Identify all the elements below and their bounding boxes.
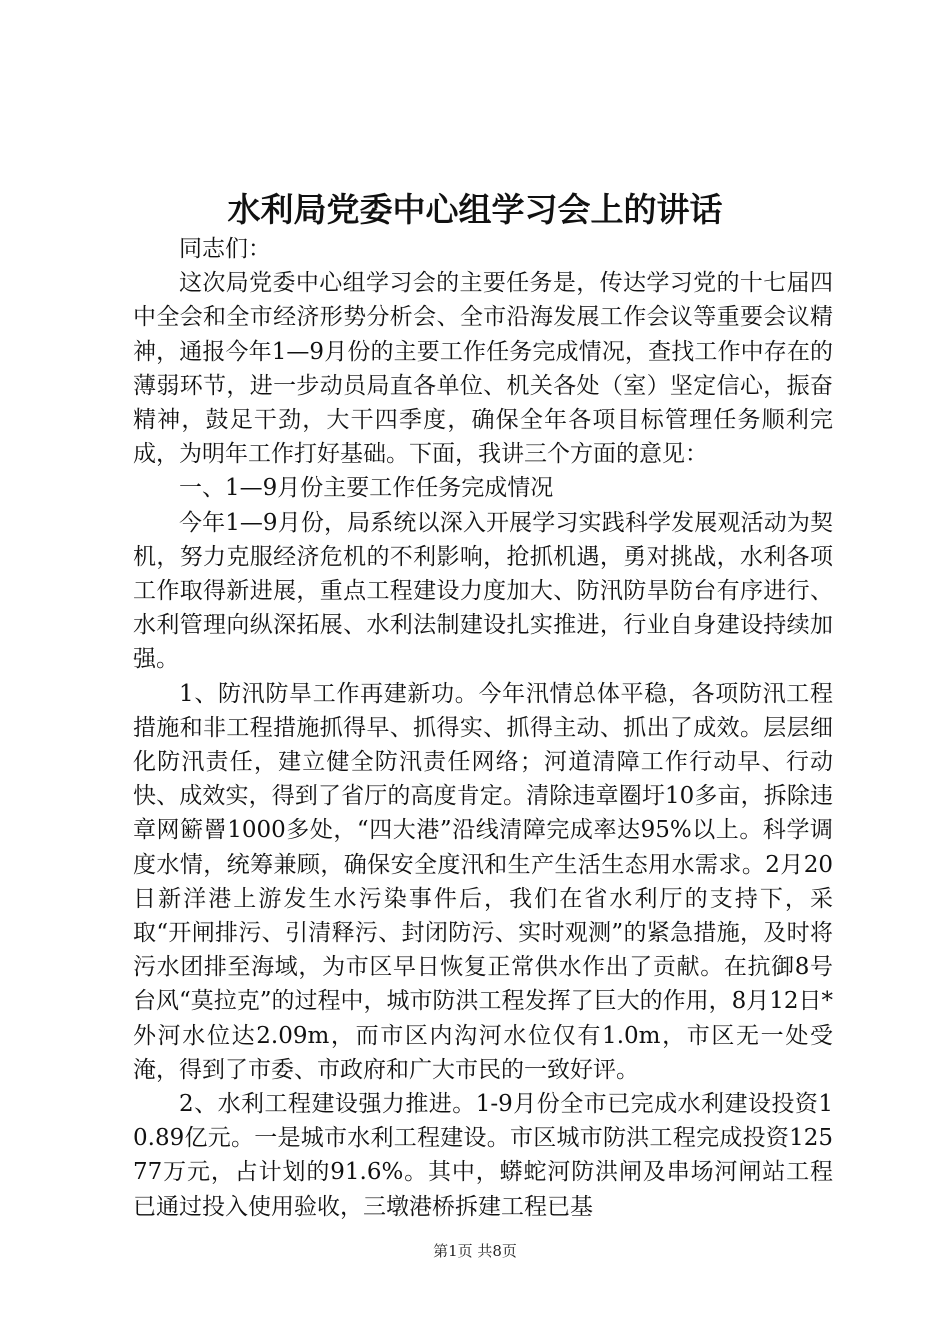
paragraph-intro: 这次局党委中心组学习会的主要任务是，传达学习党的十七届四中全会和全市经济形势分析会、全市沿海发展工作会议等重要会议精神，通报今年1—9月份的主要工作任务完成情况，查找工作中存在的薄弱环节，进一步动员局直各单位、机关各处（室）坚定信心，振奋精神，鼓足干劲，大干四季度，确保全年各项目标管理任务顺利完成，为明年工作打好基础。下面，我讲三个方面的意见：: [133, 270, 833, 468]
paragraph-construction: 2、水利工程建设强力推进。1-9月份全市已完成水利建设投资10.89亿元。一是城市水利工程建设。市区城市防洪工程完成投资12577万元，占计划的91.6%。其中，蟒蛇河防洪闸及串场河闸站工程已通过投入使用验收，三墩港桥拆建工程已基: [133, 1091, 833, 1220]
page-footer: 第1页 共8页: [433, 1242, 517, 1260]
paragraph-flood-control: 1、防汛防旱工作再建新功。今年汛情总体平稳，各项防汛工程措施和非工程措施抓得早、抓得实、抓得主动、抓出了成效。层层细化防汛责任，建立健全防汛责任网络；河道清障工作行动早、行动快、成效实，得到了省厅的高度肯定。清除违章圈圩10多亩，拆除违章网簖罾1000多处，“四大港”沿线清障完成率达95%以上。科学调度水情，统筹兼顾，确保安全度汛和生产生活生态用水需求。2月20日新洋港上游发生水污染事件后，我们在省水利厅的支持下，采取“开闸排污、引清释污、封闭防污、实时观测”的紧急措施，及时将污水团排至海域，为市区早日恢复正常供水作出了贡献。在抗御8号台风“莫拉克”的过程中，城市防洪工程发挥了巨大的作用，8月12日*外河水位达2.09m，而市区内沟河水位仅有1.0m，市区无一处受淹，得到了市委、市政府和广大市民的一致好评。: [133, 680, 833, 1083]
document-title: 水利局党委中心组学习会上的讲话: [227, 190, 723, 229]
paragraph-summary: 今年1—9月份，局系统以深入开展学习实践科学发展观活动为契机，努力克服经济危机的不利影响，抢抓机遇，勇对挑战，水利各项工作取得新进展，重点工程建设力度加大、防汛防旱防台有序进行、水利管理向纵深拓展、水利法制建设扎实推进，行业自身建设持续加强。: [133, 509, 833, 673]
section-heading-1: 一、1—9月份主要工作任务完成情况: [179, 475, 554, 502]
document-body: [133, 232, 833, 1224]
salutation: 同志们：: [179, 236, 271, 262]
